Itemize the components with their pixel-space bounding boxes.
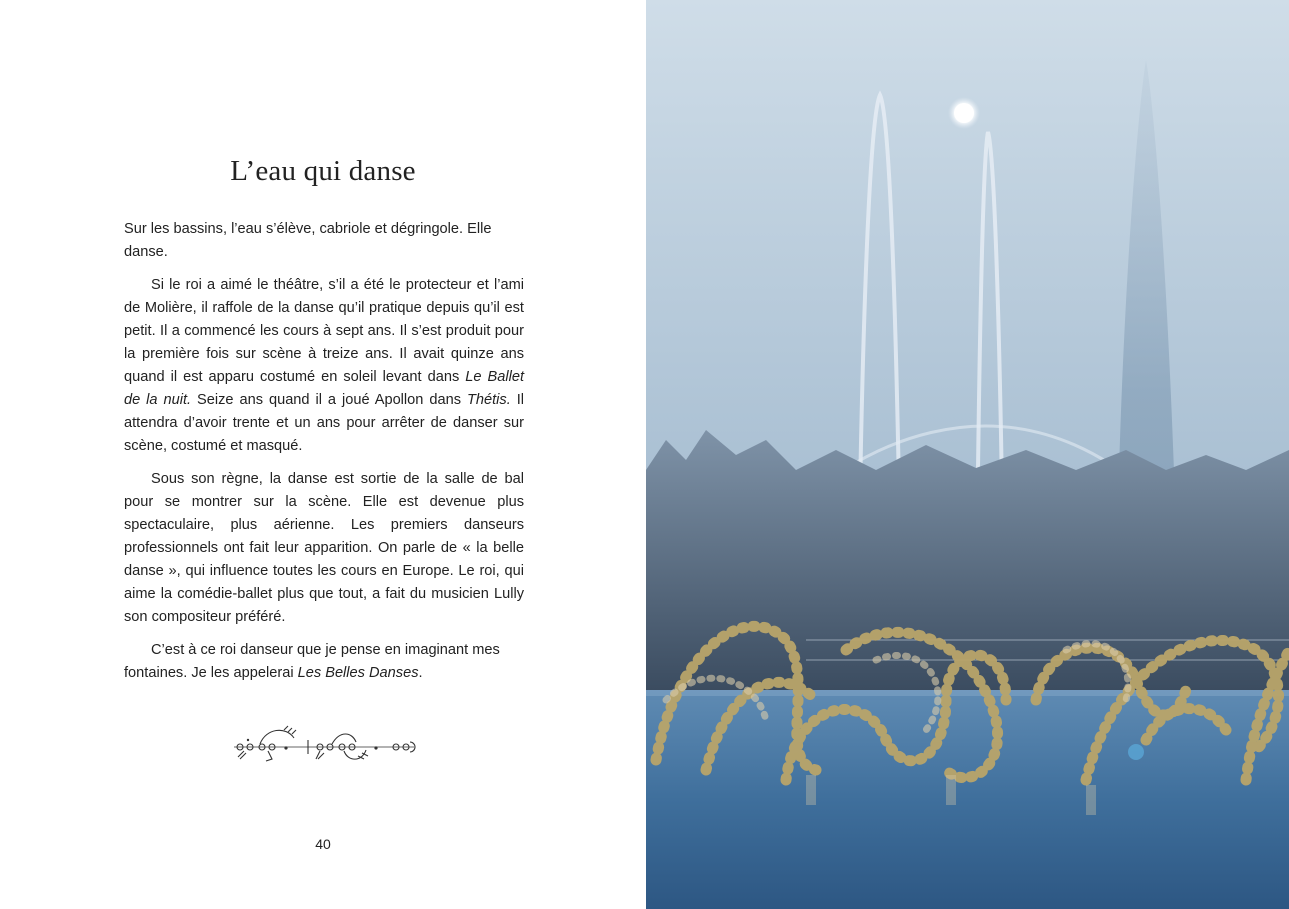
paragraph-4 [124,639,524,685]
fountain-photo-icon [646,0,1289,909]
fountain-name: Les Belles Danses [297,665,419,681]
page-number: 40 [315,836,331,852]
paragraph-3 [124,468,524,629]
body-text [124,218,524,695]
paragraph-1 [124,218,524,264]
dance-notation-ornament-icon [228,720,420,770]
thetis-title: Thétis. [466,392,511,408]
paragraph-1-text: Sur les bassins, l’eau s’élève, cabriole et dégringole. Elle danse. [124,221,492,260]
fountain-photograph [646,0,1289,909]
paragraph-3-text: Sous son règne, la danse est sortie de la salle de bal pour se montrer sur la scène. Elle est devenue plus spectaculaire, plus aérienne. Les premiers danseurs professionnels ont fait leur apparition. On parle de « la belle danse », qui influence toutes les cours en Europe. Le roi, qui aime la comédie-ballet plus que tout, a fait du musicien Lully son compositeur préféré. [124,471,524,625]
paragraph-2-text-a: Si le roi a aimé le théâtre, s’il a été le protecteur et l’ami de Molière, il raffole de la danse qu’il pratique depuis qu’il est petit. Il a commencé les cours à sept ans. Il s’est produit pour la première fois sur scène à treize ans. Il avait quinze ans quand il est apparu costumé en soleil levant dans [124,277,524,385]
paragraph-4-text-a: C’est à ce roi danseur que je pense en imaginant mes fontaines. Je les appelerai [124,642,500,681]
paragraph-4-text-b: . [418,665,423,681]
paragraph-2 [124,274,524,458]
paragraph-2-text-b: Seize ans quand il a joué Apollon dans [191,392,467,408]
chapter-title: L’eau qui danse [230,155,416,187]
paragraph-2-text-c: Il attendra d’avoir trente et un ans pour arrêter de danser sur scène, costumé et masqué. [124,392,524,454]
ballet-title: Le Ballet de la nuit. [124,369,524,408]
